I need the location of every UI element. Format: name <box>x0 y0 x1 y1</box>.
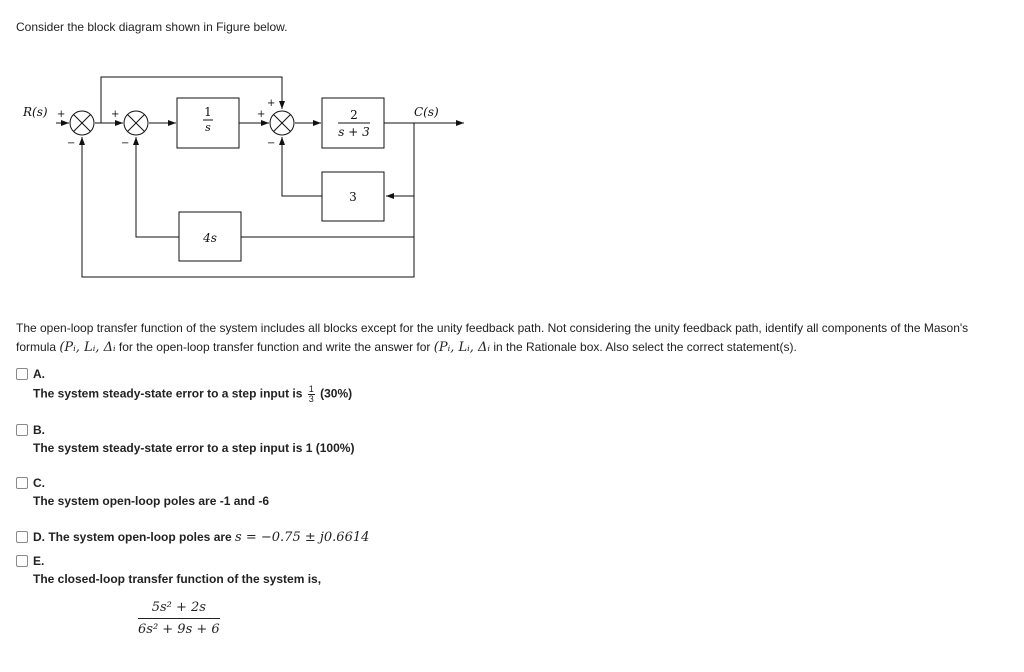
summing-junction-3 <box>270 111 294 135</box>
summing-junction-2 <box>124 111 148 135</box>
question-text-part2: for the open-loop transfer function and write the answer for <box>115 340 434 354</box>
option-b-checkbox[interactable] <box>16 424 28 436</box>
option-a-letter: A. <box>33 367 45 381</box>
option-a-percent: (30%) <box>316 386 353 401</box>
gain-feedback-output <box>282 137 322 196</box>
derivative-label: 4s <box>203 231 217 245</box>
integrator-numerator: 1 <box>204 105 212 119</box>
option-a-fraction <box>308 385 315 404</box>
block-diagram <box>0 0 1024 300</box>
option-c-checkbox[interactable] <box>16 477 28 489</box>
option-e-checkbox[interactable] <box>16 555 28 567</box>
option-d-poles: s = −0.75 ± j0.6614 <box>235 530 370 545</box>
sign-j2-plus: + <box>111 109 120 120</box>
plant-denominator: s + 3 <box>338 125 370 139</box>
sign-j3-plus-left: + <box>257 109 266 120</box>
option-e-statement: The closed-loop transfer function of the system is, <box>33 572 322 586</box>
option-d-text: D. The system open-loop poles are <box>33 530 236 544</box>
plant-numerator: 2 <box>350 108 358 122</box>
sign-j1-plus: + <box>57 109 66 120</box>
question-intro: Consider the block diagram shown in Figure below. <box>16 20 288 34</box>
sign-j3-minus: − <box>267 138 276 149</box>
option-a-statement <box>33 385 352 404</box>
derivative-feedback-output <box>136 137 179 237</box>
feedback-gain-label: 3 <box>349 190 357 204</box>
closed-loop-transfer-function <box>138 600 220 637</box>
option-d-statement <box>33 530 369 545</box>
option-b-letter: B. <box>33 423 45 437</box>
mason-terms-2: (Pᵢ, Lᵢ, Δᵢ <box>433 340 490 355</box>
gain-feedback-input <box>386 123 414 196</box>
option-a-text: The system steady-state error to a step input is <box>33 386 306 401</box>
sign-j2-minus: − <box>121 138 130 149</box>
output-label: C(s) <box>414 105 439 119</box>
question-text <box>16 319 976 357</box>
option-a-frac-den: 3 <box>308 394 314 404</box>
option-c-letter: C. <box>33 476 45 490</box>
option-a-checkbox[interactable] <box>16 368 28 380</box>
question-text-part1: The open-loop transfer function of the system includes all blocks except for the unity feedback path. Not considering the unity feedback path, identify all components of the Mason's formula <box>16 321 969 354</box>
integrator-denominator: s <box>205 121 211 134</box>
question-text-part3: in the Rationale box. Also select the correct statement(s). <box>489 340 797 354</box>
transfer-function-numerator: 5s² + 2s <box>138 600 220 619</box>
summing-junction-1 <box>70 111 94 135</box>
option-d-checkbox[interactable] <box>16 531 28 543</box>
option-e-letter: E. <box>33 554 45 568</box>
option-b-statement: The system steady-state error to a step input is 1 (100%) <box>33 441 355 455</box>
transfer-function-denominator: 6s² + 9s + 6 <box>138 622 220 637</box>
option-a-frac-num: 1 <box>308 384 314 394</box>
input-label: R(s) <box>23 105 48 119</box>
mason-terms-1: (Pᵢ, Lᵢ, Δᵢ <box>59 340 116 355</box>
sign-j3-plus-top: + <box>267 98 276 109</box>
sign-j1-minus: − <box>67 138 76 149</box>
option-c-statement: The system open-loop poles are -1 and -6 <box>33 494 270 508</box>
